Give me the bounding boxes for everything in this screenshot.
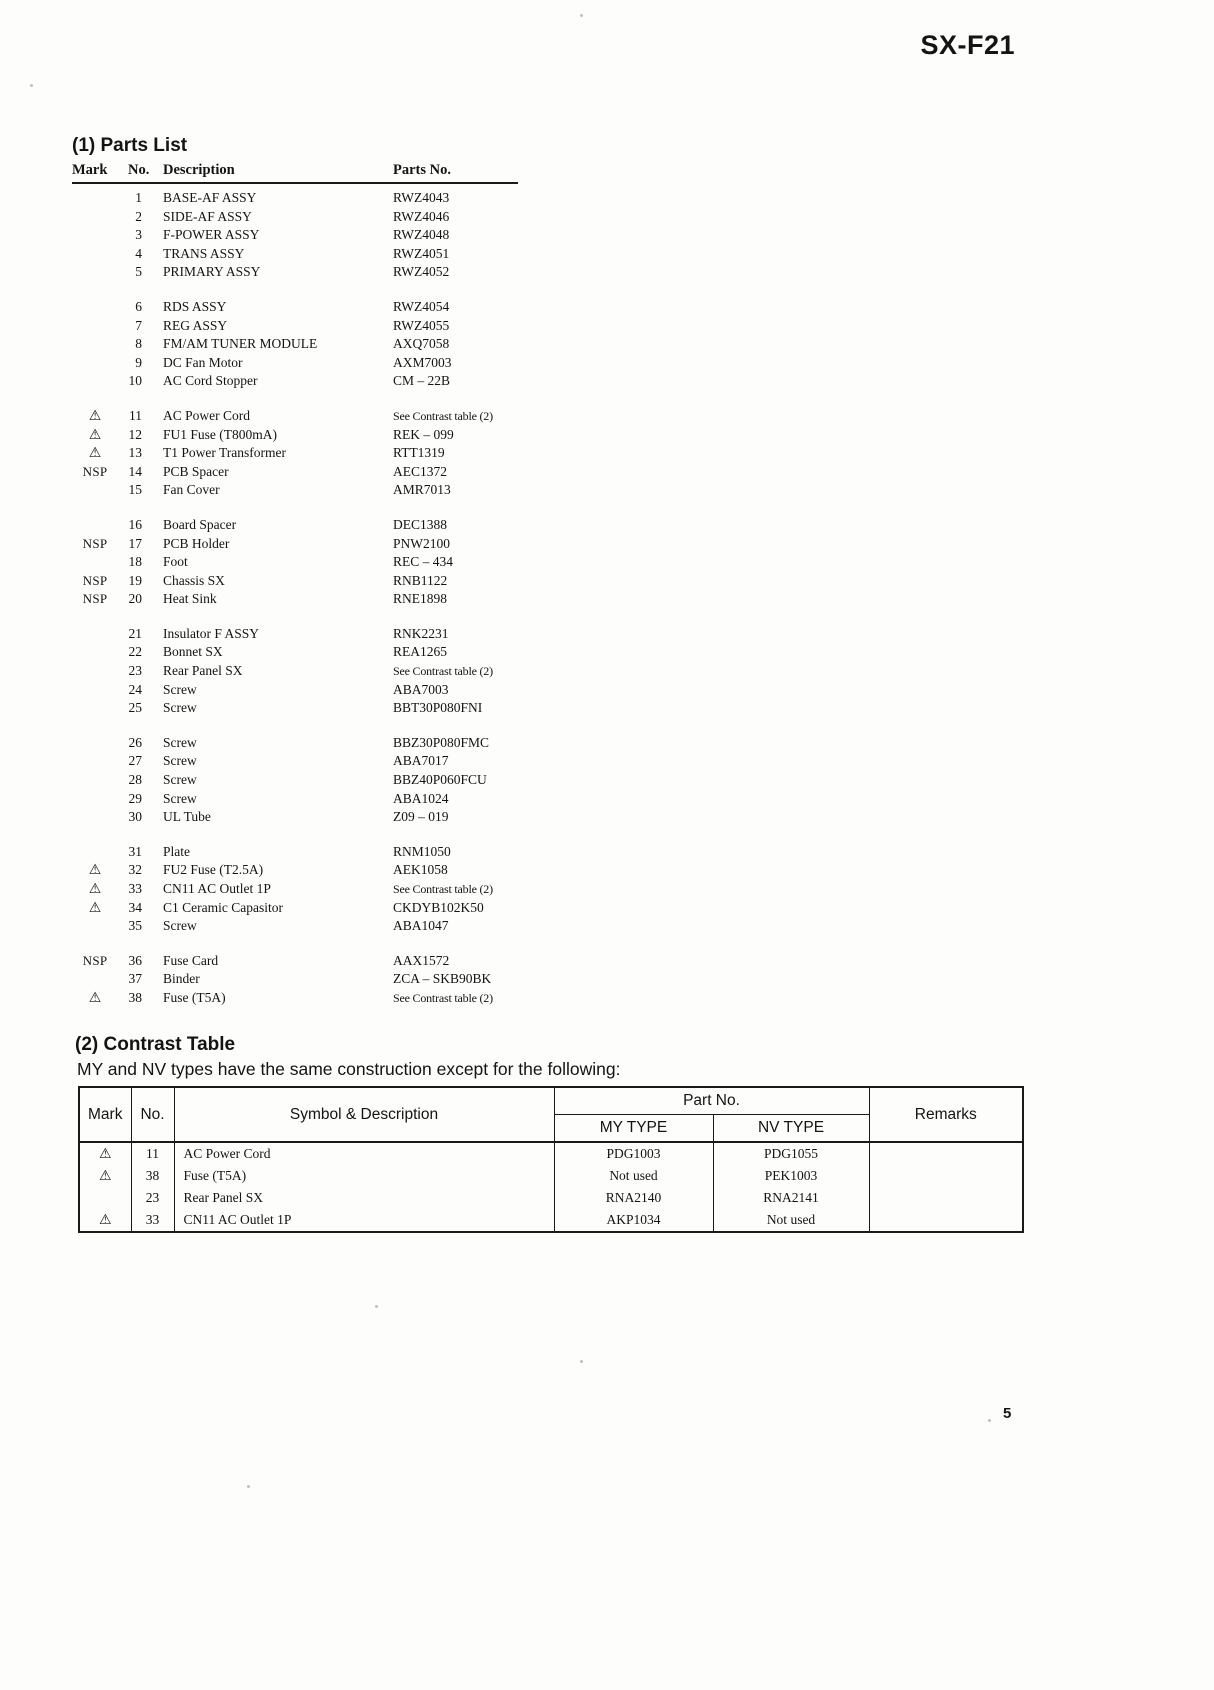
part-row-number: 31 (128, 843, 142, 859)
part-description: Chassis SX (163, 572, 225, 588)
contrast-header-nv-type: NV TYPE (713, 1115, 869, 1143)
part-number-value: REC – 434 (393, 554, 454, 570)
part-description: PCB Spacer (163, 463, 229, 479)
header-mark: Mark (72, 162, 108, 178)
mark-empty (72, 681, 118, 700)
warning-icon: ⚠ (88, 989, 102, 1006)
part-number-value: See Contrast table (2) (393, 408, 493, 423)
page-number: 5 (1003, 1405, 1012, 1422)
parts-list-group (72, 625, 518, 718)
mark-empty (72, 917, 118, 936)
part-description: Screw (163, 790, 197, 806)
contrast-row (79, 1187, 1023, 1209)
parts-list-group (72, 516, 518, 609)
contrast-cell-my-type: PDG1003 (554, 1142, 713, 1165)
parts-list-row (72, 808, 518, 827)
part-number-value: CKDYB102K50 (393, 899, 484, 915)
parts-list-row (72, 463, 518, 482)
part-row-number: 8 (135, 336, 142, 352)
part-row-number: 12 (128, 426, 142, 442)
parts-list-row (72, 263, 518, 282)
mark-empty (72, 662, 118, 681)
part-description: TRANS ASSY (163, 245, 245, 261)
part-row-number: 37 (128, 971, 142, 987)
contrast-header-mark: Mark (79, 1087, 131, 1142)
part-row-number: 34 (128, 899, 142, 915)
part-row-number: 1 (135, 190, 142, 205)
parts-list-body (72, 184, 518, 1008)
nsp-mark: NSP (82, 463, 108, 479)
part-description: UL Tube (163, 809, 211, 825)
scan-speck (580, 1360, 583, 1363)
nsp-mark: NSP (82, 572, 108, 588)
part-row-number: 38 (128, 989, 142, 1005)
part-description: Insulator F ASSY (163, 625, 260, 641)
parts-list-row (72, 752, 518, 771)
warning-icon: ⚠ (88, 862, 102, 879)
parts-list-row (72, 681, 518, 700)
parts-list-row (72, 208, 518, 227)
mark-empty (72, 516, 118, 535)
parts-list-group (72, 952, 518, 1008)
header-parts-no: Parts No. (393, 162, 451, 178)
part-number-value: CM – 22B (393, 373, 451, 389)
part-row-number: 17 (128, 535, 142, 551)
part-number-value: BBZ40P060FCU (393, 772, 487, 788)
part-row-number: 28 (128, 772, 142, 788)
parts-list-row (72, 970, 518, 989)
contrast-cell-description: Rear Panel SX (174, 1187, 554, 1209)
part-number-value: REK – 099 (393, 426, 454, 442)
part-number-value: Z09 – 019 (393, 809, 449, 825)
header-description: Description (163, 162, 235, 178)
part-number-value: AAX1572 (393, 952, 450, 968)
mark-empty (72, 771, 118, 790)
parts-list-row (72, 516, 518, 535)
parts-list-group (72, 189, 518, 282)
contrast-cell-remarks (869, 1187, 1023, 1209)
part-description: FU1 Fuse (T800mA) (163, 426, 277, 442)
parts-list-row (72, 481, 518, 500)
parts-list-row (72, 335, 518, 354)
part-description: Board Spacer (163, 516, 237, 532)
contrast-cell-remarks (869, 1165, 1023, 1187)
part-number-value: REA1265 (393, 644, 447, 660)
mark-empty (72, 790, 118, 809)
part-description: Heat Sink (163, 591, 217, 607)
part-number-value: ABA7017 (393, 753, 449, 769)
part-row-number: 16 (128, 516, 142, 532)
part-row-number: 21 (128, 625, 142, 641)
parts-list-row (72, 354, 518, 373)
parts-list-row (72, 861, 518, 880)
part-row-number: 5 (135, 264, 142, 280)
mark-empty (72, 808, 118, 827)
part-description: Bonnet SX (163, 644, 223, 660)
part-description: PRIMARY ASSY (163, 264, 261, 280)
part-description: T1 Power Transformer (163, 445, 286, 461)
mark-empty (72, 625, 118, 644)
nsp-mark: NSP (82, 535, 108, 551)
part-description: REG ASSY (163, 317, 228, 333)
part-description: Foot (163, 554, 188, 570)
parts-list-row (72, 372, 518, 391)
contrast-cell-remarks (869, 1142, 1023, 1165)
contrast-header-part-no: Part No. (554, 1087, 869, 1115)
nsp-mark: NSP (82, 952, 108, 968)
contrast-cell-my-type: AKP1034 (554, 1209, 713, 1232)
contrast-header-no: No. (131, 1087, 174, 1142)
contrast-cell-description: Fuse (T5A) (174, 1165, 554, 1187)
mark-empty (72, 699, 118, 718)
part-description: CN11 AC Outlet 1P (163, 881, 271, 896)
part-row-number: 33 (128, 881, 142, 896)
contrast-cell-mark (79, 1187, 131, 1209)
part-number-value: BBT30P080FNI (393, 700, 483, 716)
part-number-value: ABA1047 (393, 918, 449, 934)
warning-icon: ⚠ (88, 407, 102, 424)
part-row-number: 36 (128, 952, 142, 968)
part-description: DC Fan Motor (163, 354, 243, 370)
part-description: Fuse (T5A) (163, 989, 226, 1005)
parts-list-row (72, 880, 518, 899)
contrast-row (79, 1209, 1023, 1232)
part-description: Screw (163, 918, 197, 934)
part-number-value: RNM1050 (393, 843, 451, 859)
part-row-number: 29 (128, 790, 142, 806)
model-title: SX-F21 (920, 30, 1015, 60)
parts-list-row (72, 643, 518, 662)
part-description: BASE-AF ASSY (163, 190, 257, 205)
contrast-row (79, 1165, 1023, 1187)
part-description: Rear Panel SX (163, 663, 243, 679)
contrast-table (78, 1086, 1024, 1233)
part-row-number: 4 (135, 245, 142, 261)
scan-speck (988, 1419, 991, 1422)
parts-list-row (72, 426, 518, 445)
part-number-value: RNK2231 (393, 625, 449, 641)
part-description: Screw (163, 681, 197, 697)
part-number-value: RWZ4043 (393, 190, 450, 205)
part-row-number: 9 (135, 354, 142, 370)
mark-empty (72, 208, 118, 227)
part-row-number: 6 (135, 298, 142, 314)
part-description: PCB Holder (163, 535, 230, 551)
mark-empty (72, 263, 118, 282)
parts-list-group (72, 734, 518, 827)
mark-empty (72, 189, 118, 208)
part-number-value: See Contrast table (2) (393, 882, 493, 896)
part-number-value: AEK1058 (393, 862, 448, 878)
parts-list-row (72, 572, 518, 591)
part-description: AC Power Cord (163, 407, 250, 423)
contrast-cell-no: 33 (131, 1209, 174, 1232)
header-no: No. (128, 162, 150, 178)
parts-list-section (72, 161, 518, 1024)
warning-icon: ⚠ (88, 881, 102, 897)
mark-empty (72, 354, 118, 373)
part-number-value: RNB1122 (393, 572, 448, 588)
part-number-value: See Contrast table (2) (393, 990, 493, 1005)
contrast-cell-remarks (869, 1209, 1023, 1232)
part-number-value: RWZ4048 (393, 227, 450, 243)
part-row-number: 14 (128, 463, 142, 479)
part-number-value: AXQ7058 (393, 336, 450, 352)
mark-empty (72, 553, 118, 572)
part-number-value: RTT1319 (393, 445, 445, 461)
mark-empty (72, 843, 118, 862)
parts-list-row (72, 989, 518, 1008)
parts-list-row (72, 317, 518, 336)
contrast-header-my-type: MY TYPE (554, 1115, 713, 1143)
parts-list-title: (1) Parts List (72, 135, 188, 156)
part-description: Fuse Card (163, 952, 219, 968)
parts-list-row (72, 226, 518, 245)
part-description: Screw (163, 772, 197, 788)
part-row-number: 10 (128, 373, 142, 389)
contrast-cell-nv-type: RNA2141 (713, 1187, 869, 1209)
parts-list-row (72, 899, 518, 918)
part-row-number: 15 (128, 482, 142, 498)
parts-list-row (72, 625, 518, 644)
part-description: Screw (163, 700, 197, 716)
part-description: Fan Cover (163, 482, 220, 498)
part-description: Screw (163, 734, 197, 750)
part-description: AC Cord Stopper (163, 373, 258, 389)
parts-list-group (72, 407, 518, 500)
parts-list-header (72, 161, 518, 184)
part-description: F-POWER ASSY (163, 227, 260, 243)
warning-icon: ⚠ (79, 1165, 131, 1187)
part-number-value: RWZ4051 (393, 245, 450, 261)
parts-list-row (72, 189, 518, 208)
contrast-table-title: (2) Contrast Table (75, 1034, 236, 1055)
contrast-cell-my-type: RNA2140 (554, 1187, 713, 1209)
contrast-cell-my-type: Not used (554, 1165, 713, 1187)
part-number-value: RWZ4055 (393, 317, 450, 333)
mark-empty (72, 245, 118, 264)
contrast-row (79, 1142, 1023, 1165)
warning-icon: ⚠ (88, 899, 102, 916)
contrast-cell-nv-type: Not used (713, 1209, 869, 1232)
contrast-cell-nv-type: PEK1003 (713, 1165, 869, 1187)
part-row-number: 13 (128, 445, 142, 461)
contrast-header-remarks: Remarks (869, 1087, 1023, 1142)
part-description: Binder (163, 971, 200, 987)
parts-list-row (72, 535, 518, 554)
warning-icon: ⚠ (88, 445, 102, 462)
part-number-value: ZCA – SKB90BK (393, 971, 492, 987)
parts-list-row (72, 771, 518, 790)
warning-icon: ⚠ (79, 1142, 131, 1165)
parts-list-row (72, 444, 518, 463)
contrast-cell-no: 23 (131, 1187, 174, 1209)
mark-empty (72, 643, 118, 662)
mark-empty (72, 226, 118, 245)
part-number-value: ABA7003 (393, 681, 449, 697)
part-number-value: BBZ30P080FMC (393, 734, 490, 750)
scan-speck (247, 1485, 250, 1488)
contrast-header-symbol: Symbol & Description (174, 1087, 554, 1142)
parts-list-row (72, 407, 518, 426)
parts-list-row (72, 245, 518, 264)
contrast-table-intro: MY and NV types have the same construction except for the following: (77, 1059, 621, 1079)
mark-empty (72, 734, 118, 753)
part-number-value: ABA1024 (393, 790, 449, 806)
part-row-number: 3 (135, 227, 142, 243)
part-number-value: DEC1388 (393, 516, 447, 532)
part-number-value: RWZ4052 (393, 264, 450, 280)
mark-empty (72, 372, 118, 391)
parts-list-row (72, 699, 518, 718)
scan-speck (375, 1305, 378, 1308)
parts-list-group (72, 843, 518, 936)
mark-empty (72, 752, 118, 771)
part-description: Plate (163, 843, 190, 859)
part-row-number: 22 (128, 644, 142, 660)
contrast-cell-nv-type: PDG1055 (713, 1142, 869, 1165)
part-number-value: AMR7013 (393, 482, 451, 498)
parts-list-row (72, 662, 518, 681)
part-row-number: 23 (128, 663, 142, 679)
scan-speck (30, 84, 33, 87)
part-number-value: RWZ4046 (393, 208, 450, 224)
warning-icon: ⚠ (88, 426, 102, 443)
parts-list-row (72, 843, 518, 862)
contrast-cell-description: CN11 AC Outlet 1P (174, 1209, 554, 1232)
part-number-value: See Contrast table (2) (393, 664, 493, 679)
contrast-cell-no: 11 (131, 1142, 174, 1165)
parts-list-row (72, 553, 518, 572)
part-row-number: 19 (128, 572, 142, 588)
mark-empty (72, 317, 118, 336)
part-row-number: 25 (128, 700, 142, 716)
part-row-number: 35 (128, 918, 142, 934)
parts-list-group (72, 298, 518, 391)
scan-speck (580, 14, 583, 17)
part-description: Screw (163, 753, 197, 769)
part-row-number: 7 (135, 317, 142, 333)
contrast-header-row-1 (79, 1087, 1023, 1115)
mark-empty (72, 481, 118, 500)
part-row-number: 11 (129, 407, 142, 423)
part-description: FM/AM TUNER MODULE (163, 336, 318, 352)
parts-list-row (72, 590, 518, 609)
mark-empty (72, 298, 118, 317)
part-description: FU2 Fuse (T2.5A) (163, 862, 264, 878)
part-row-number: 32 (128, 862, 142, 878)
part-description: C1 Ceramic Capasitor (163, 899, 283, 915)
part-number-value: AXM7003 (393, 354, 452, 370)
mark-empty (72, 970, 118, 989)
part-row-number: 26 (128, 734, 142, 750)
part-row-number: 27 (128, 753, 142, 769)
part-number-value: RWZ4054 (393, 298, 450, 314)
part-description: RDS ASSY (163, 298, 227, 314)
part-row-number: 20 (128, 591, 142, 607)
warning-icon: ⚠ (79, 1209, 131, 1232)
contrast-cell-description: AC Power Cord (174, 1142, 554, 1165)
part-number-value: RNE1898 (393, 591, 447, 607)
parts-list-row (72, 917, 518, 936)
contrast-table-body (79, 1142, 1023, 1232)
nsp-mark: NSP (82, 591, 108, 607)
part-row-number: 2 (135, 208, 142, 224)
part-number-value: AEC1372 (393, 463, 447, 479)
part-row-number: 30 (128, 809, 142, 825)
part-row-number: 24 (128, 681, 142, 697)
mark-empty (72, 335, 118, 354)
part-number-value: PNW2100 (393, 535, 450, 551)
parts-list-row (72, 298, 518, 317)
contrast-cell-no: 38 (131, 1165, 174, 1187)
parts-list-row (72, 790, 518, 809)
part-row-number: 18 (128, 554, 142, 570)
part-description: SIDE-AF ASSY (163, 208, 252, 224)
parts-list-row (72, 952, 518, 971)
parts-list-row (72, 734, 518, 753)
